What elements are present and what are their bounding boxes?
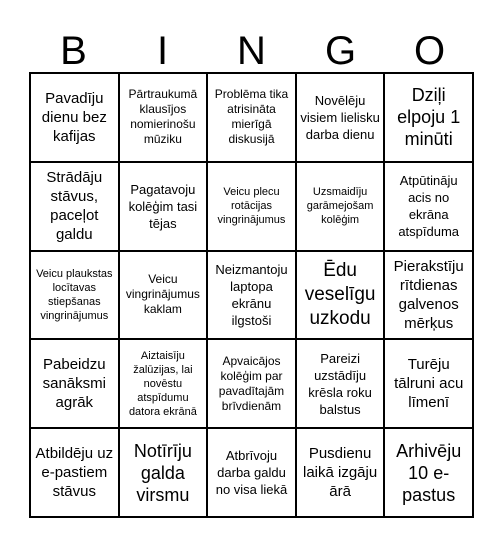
cell-text: Turēju tālruni acu līmenī xyxy=(394,356,464,412)
cell-text: Atbrīvoju darba galdu no visa liekā xyxy=(215,448,288,498)
bingo-cell[interactable] xyxy=(119,251,208,340)
cell-text: Apvaicājos kolēģim par pavadītajām brīvdienām xyxy=(218,353,285,413)
bingo-cell[interactable] xyxy=(384,162,473,251)
cell-text: Notīrīju galda virsmu xyxy=(133,440,192,505)
bingo-cell[interactable] xyxy=(207,339,296,428)
cell-text: Dziļi elpoju 1 minūti xyxy=(397,85,461,150)
cell-text: Neizmantoju laptopa ekrānu ilgstoši xyxy=(215,261,288,328)
header-letter-g: G xyxy=(324,29,357,73)
cell-text: Veicu plaukstas locītavas stiepšanas vingrinājumus xyxy=(36,267,113,322)
cell-text: Strādāju stāvus, paceļot galdu xyxy=(46,169,103,244)
bingo-header xyxy=(29,26,474,76)
header-letter-o: O xyxy=(413,29,446,73)
cell-text: Problēma tika atrisināta mierīgā diskusijā xyxy=(214,87,289,147)
cell-text: Aiztaisīju žalūzijas, lai novēstu atspīdumu datora ekrānā xyxy=(128,349,197,418)
cell-text: Pusdienu laikā izgāju ārā xyxy=(302,445,378,501)
bingo-cell[interactable] xyxy=(30,339,119,428)
bingo-cell[interactable] xyxy=(119,162,208,251)
bingo-cell[interactable] xyxy=(384,73,473,162)
cell-text: Pārtraukumā klausījos nomierinošu mūziku xyxy=(128,87,198,147)
cell-text: Arhivēju 10 e-pastus xyxy=(396,440,462,505)
cell-text: Pavadīju dienu bez kafijas xyxy=(41,89,107,145)
bingo-cell[interactable] xyxy=(384,339,473,428)
bingo-cell[interactable] xyxy=(30,428,119,517)
cell-text: Pagatavoju kolēģim tasi tējas xyxy=(128,181,198,231)
bingo-cell[interactable] xyxy=(384,251,473,340)
header-letter-n: N xyxy=(237,29,266,73)
bingo-cell[interactable] xyxy=(30,162,119,251)
cell-text: Atbildēju uz e-pastiem stāvus xyxy=(35,445,114,501)
cell-text: Veicu plecu rotācijas vingrinājumus xyxy=(217,186,286,227)
bingo-cell[interactable] xyxy=(207,162,296,251)
bingo-cell[interactable] xyxy=(207,73,296,162)
cell-text: Veicu vingrinājumus kaklam xyxy=(125,272,200,317)
bingo-cell[interactable] xyxy=(119,339,208,428)
bingo-cell[interactable] xyxy=(30,73,119,162)
cell-text: Ēdu veselīgu uzkodu xyxy=(304,259,376,329)
bingo-cell[interactable] xyxy=(296,162,385,251)
bingo-cell[interactable] xyxy=(119,428,208,517)
cell-text: Pierakstīju rītdienas galvenos mērķus xyxy=(393,257,464,332)
bingo-cell[interactable] xyxy=(207,428,296,517)
header-letter-b: B xyxy=(60,29,87,73)
bingo-cell[interactable] xyxy=(207,251,296,340)
bingo-grid xyxy=(29,72,474,518)
bingo-cell[interactable] xyxy=(384,428,473,517)
bingo-cell[interactable] xyxy=(296,73,385,162)
bingo-cell[interactable] xyxy=(296,251,385,340)
cell-text: Uzsmaidīju garāmejošam kolēģim xyxy=(306,186,374,227)
bingo-cell[interactable] xyxy=(296,428,385,517)
header-letter-i: I xyxy=(156,29,169,73)
cell-text: Atpūtināju acis no ekrāna atspīduma xyxy=(398,173,460,240)
bingo-cell[interactable] xyxy=(30,251,119,340)
cell-text: Pareizi uzstādīju krēsla roku balstus xyxy=(308,350,372,417)
cell-text: Pabeidzu sanāksmi agrāk xyxy=(42,356,106,412)
cell-text: Novēlēju visiem lielisku darba dienu xyxy=(300,92,380,142)
bingo-cell[interactable] xyxy=(119,73,208,162)
bingo-cell[interactable] xyxy=(296,339,385,428)
